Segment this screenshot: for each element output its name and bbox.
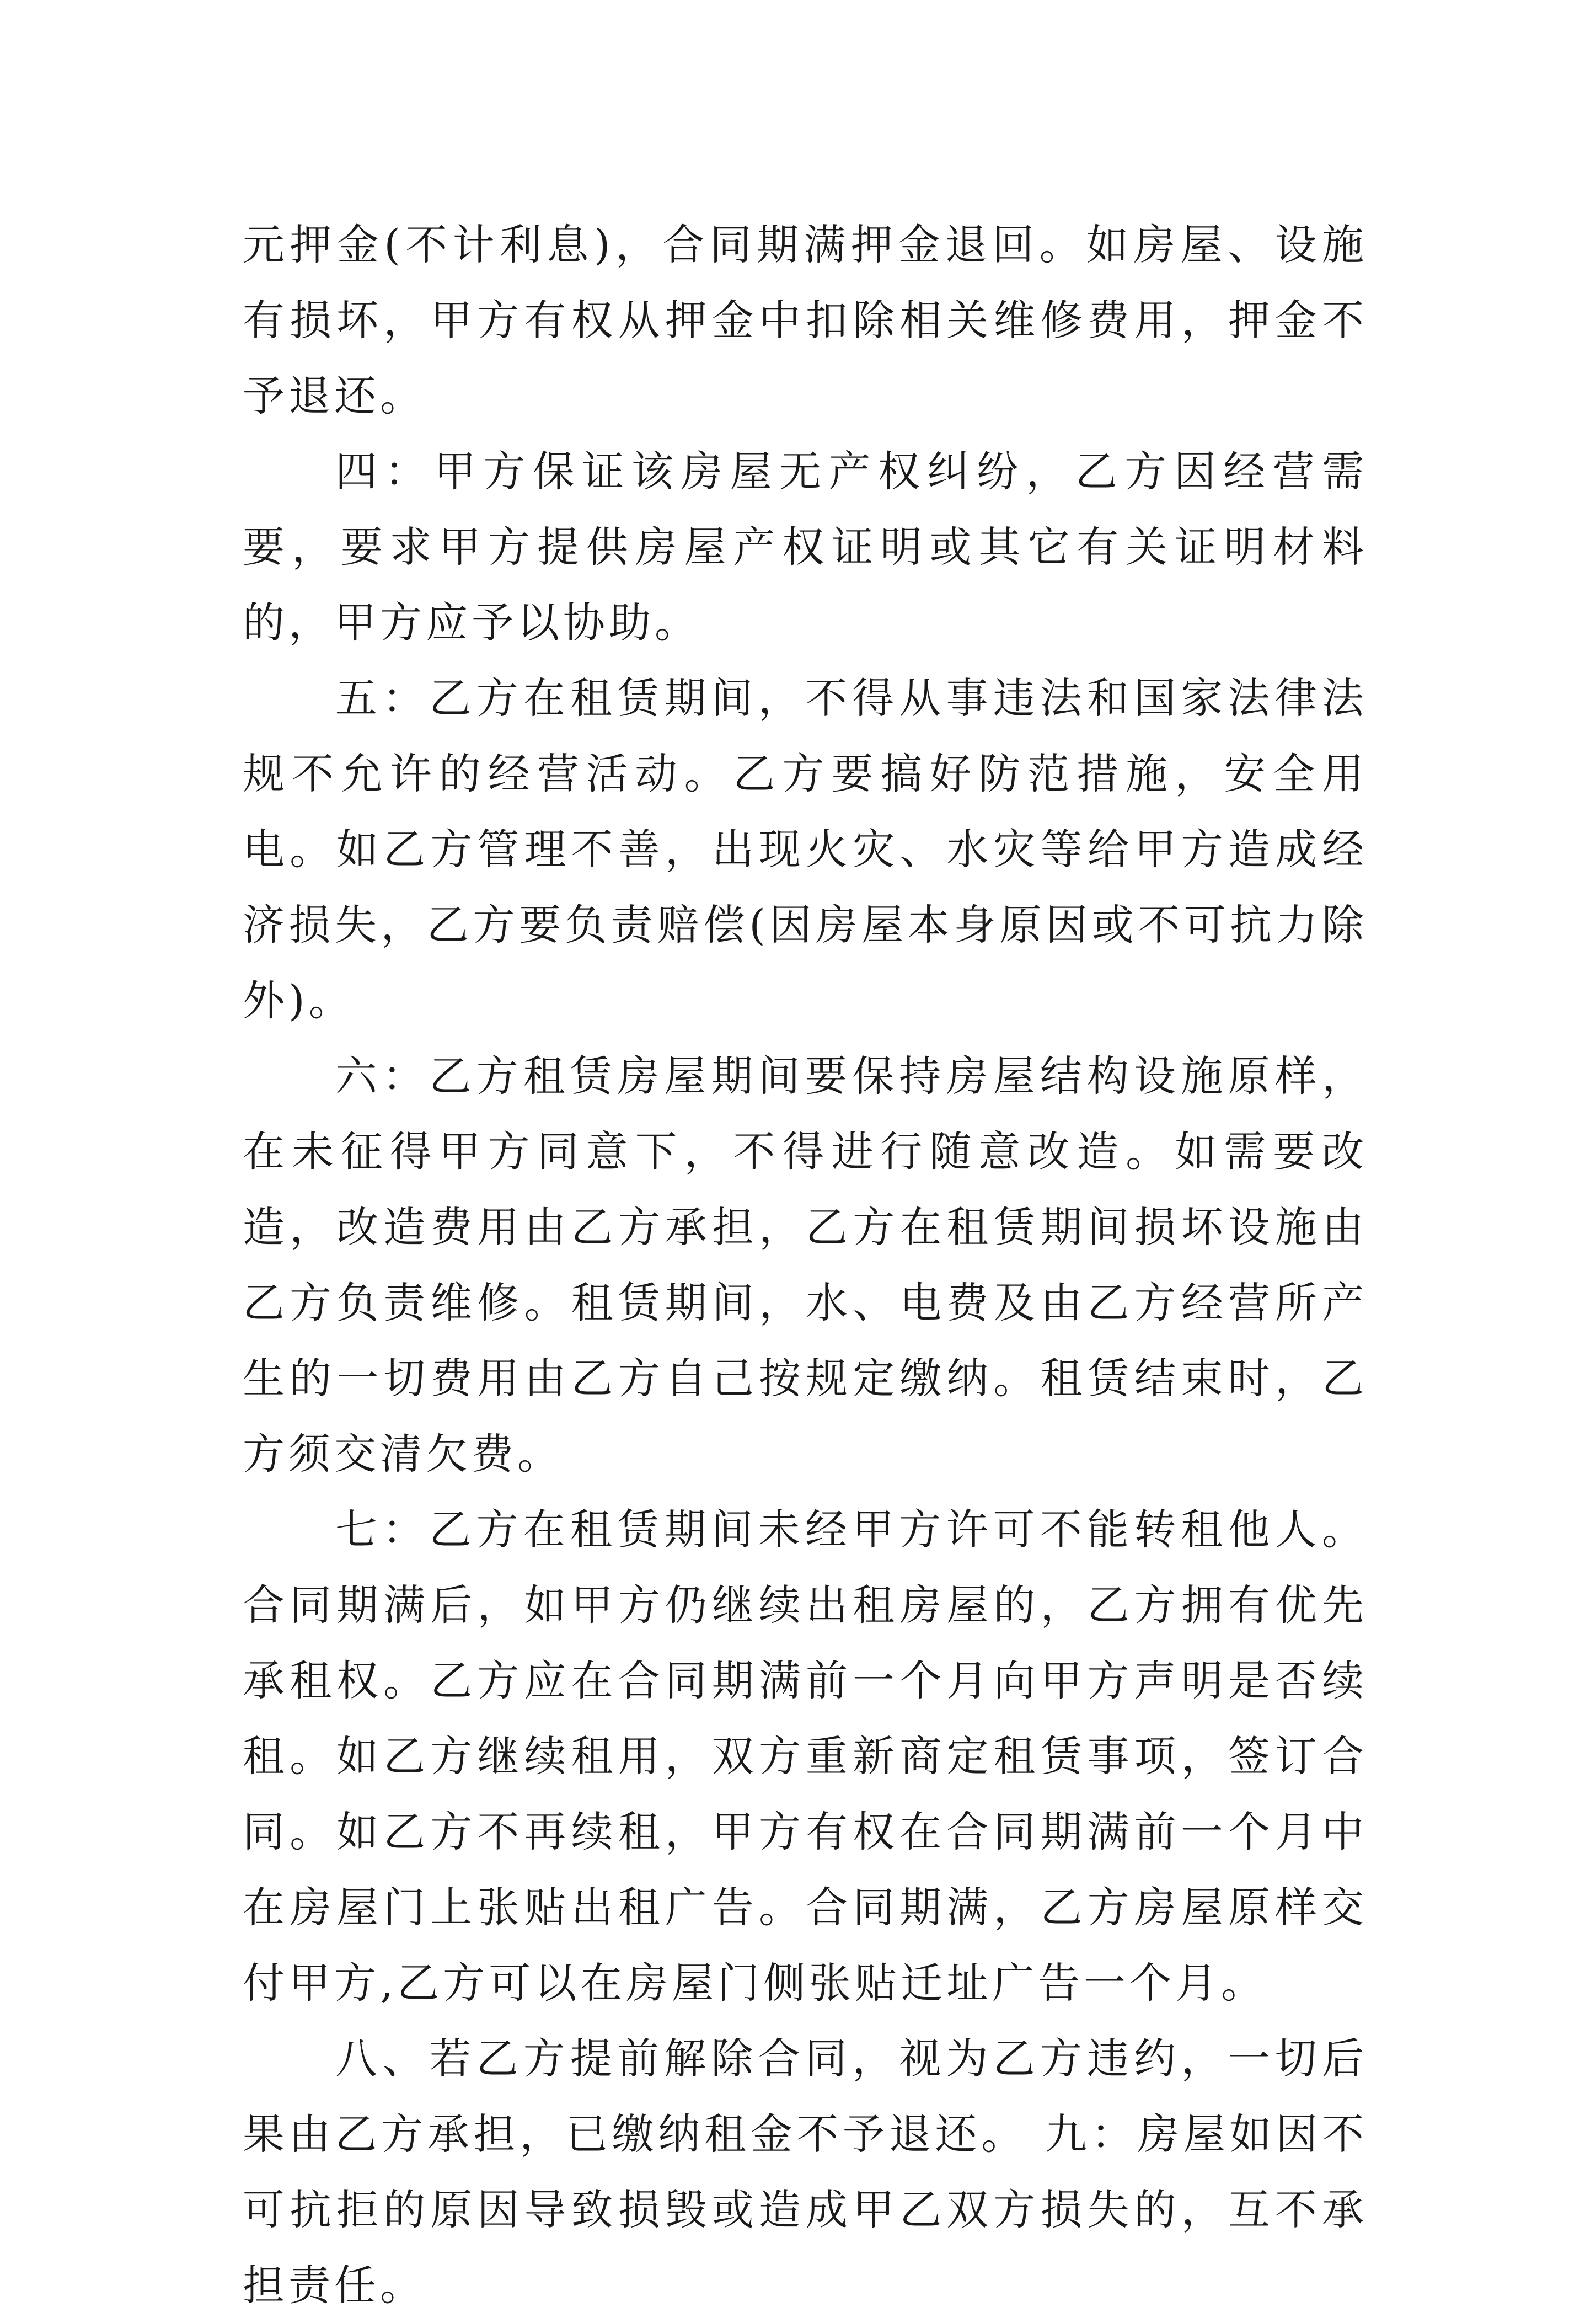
contract-body xyxy=(243,207,1368,2323)
paragraph-clause-6: 六：乙方租赁房屋期间要保持房屋结构设施原样，在未征得甲方同意下，不得进行随意改造。如需要改造，改造费用由乙方承担，乙方在租赁期间损坏设施由乙方负责维修。租赁期间，水、电费及由乙方经营所产生的一切费用由乙方自己按规定缴纳。租赁结束时，乙方须交清欠费。 xyxy=(243,1051,1368,1478)
paragraph-clause-5: 五：乙方在租赁期间，不得从事违法和国家法律法规不允许的经营活动。乙方要搞好防范措施，安全用电。如乙方管理不善，出现火灾、水灾等给甲方造成经济损失，乙方要负责赔偿(因房屋本身原因或不可抗力除外)。 xyxy=(243,674,1368,1025)
paragraph-clause-7: 七：乙方在租赁期间未经甲方许可不能转租他人。合同期满后，如甲方仍继续出租房屋的，乙方拥有优先承租权。乙方应在合同期满前一个月向甲方声明是否续租。如乙方继续租用，双方重新商定租赁事项，签订合同。如乙方不再续租，甲方有权在合同期满前一个月中在房屋门上张贴出租广告。合同期满，乙方房屋原样交付甲方,乙方可以在房屋门侧张贴迁址广告一个月。 xyxy=(243,1505,1368,2007)
paragraph-clause-8-9: 八、若乙方提前解除合同，视为乙方违约，一切后果由乙方承担，已缴纳租金不予退还。 九：房屋如因不可抗拒的原因导致损毁或造成甲乙双方损失的，互不承担责任。 xyxy=(243,2034,1368,2310)
paragraph-clause-4: 四：甲方保证该房屋无产权纠纷，乙方因经营需要，要求甲方提供房屋产权证明或其它有关证明材料的，甲方应予以协助。 xyxy=(243,447,1368,647)
paragraph-deposit: 元押金(不计利息)，合同期满押金退回。如房屋、设施有损坏，甲方有权从押金中扣除相关维修费用，押金不予退还。 xyxy=(243,220,1368,420)
